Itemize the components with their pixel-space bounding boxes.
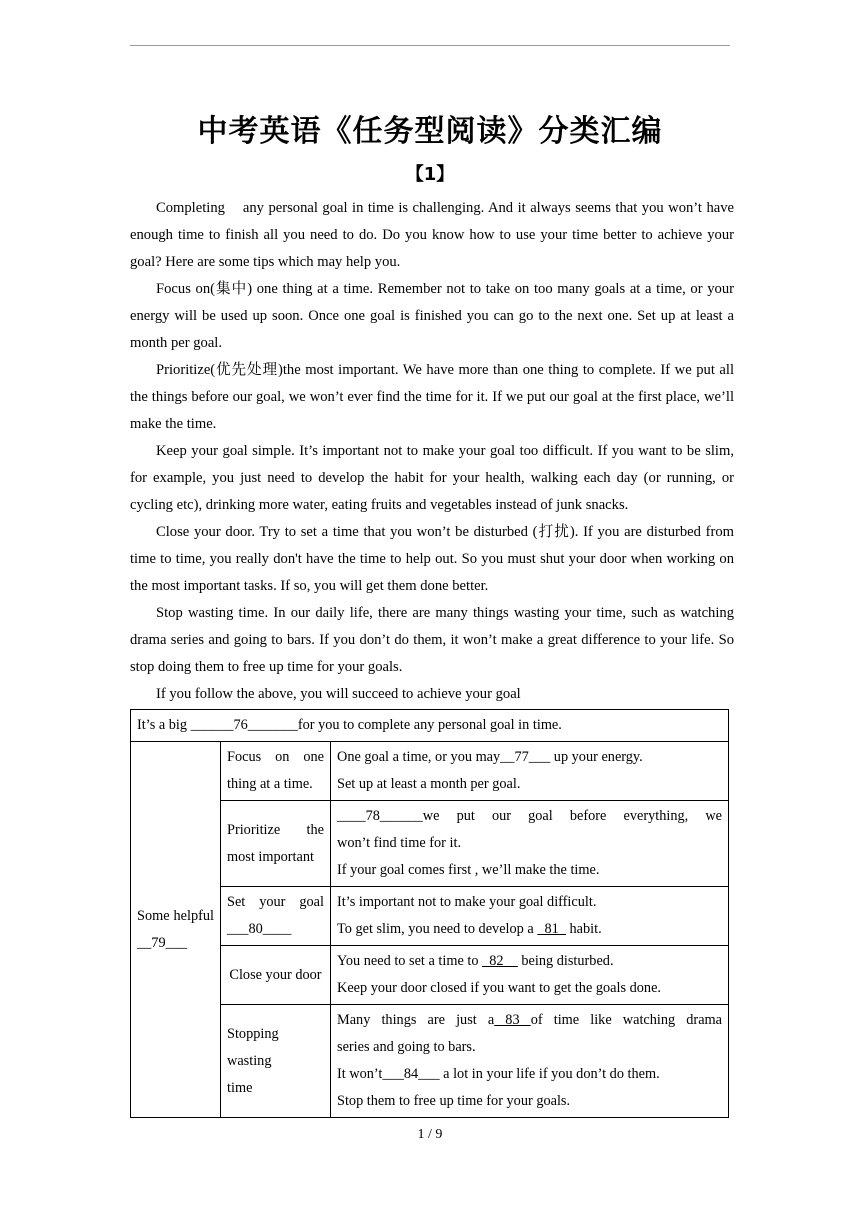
- heading-text: Stopping wasting: [227, 1025, 279, 1069]
- detail-line: [337, 948, 722, 975]
- heading-cell: [221, 1005, 331, 1118]
- table-cell: It’s a big ______76_______for you to complete any personal goal in time.: [131, 710, 729, 742]
- detail-line: If your goal comes first , we’ll make the time.: [337, 862, 600, 878]
- heading-cell: [221, 801, 331, 887]
- heading-text: Close your door: [229, 966, 322, 983]
- detail-line: won’t find time for it.: [337, 835, 462, 851]
- table-row: [131, 946, 729, 1005]
- table-row: [131, 887, 729, 946]
- heading-text: Prioritize the: [227, 821, 324, 838]
- heading-text: thing at a time.: [227, 776, 313, 792]
- detail-cell: [331, 801, 729, 887]
- detail-line: It’s important not to make your goal difficult.: [337, 894, 597, 910]
- detail-text: To get slim, you need to develop a: [337, 921, 538, 937]
- detail-text: being disturbed.: [517, 953, 614, 969]
- header-rule: [130, 45, 730, 46]
- task-table: [130, 709, 729, 1118]
- heading-text: time: [227, 1079, 253, 1096]
- paragraph: Keep your goal simple. It’s important not to make your goal too difficult. If you want to be slim, for example, you just need to develop the habit for your health, walking each day (or running, or cycling etc), drinking more water, eating fruits and vegetables instead of junk snacks.: [130, 443, 734, 513]
- detail-line: It won’t___84___ a lot in your life if you don’t do them.: [337, 1066, 660, 1082]
- left-label-cell: [131, 742, 221, 1118]
- detail-line: [337, 1007, 722, 1034]
- detail-cell: [331, 742, 729, 801]
- answer-blank-82: 82: [482, 953, 518, 969]
- table-row: [131, 710, 729, 742]
- detail-line: ____78______we put our goal before everything, we: [337, 808, 722, 824]
- detail-line: One goal a time, or you may__77___ up your energy.: [337, 749, 643, 765]
- paragraph: Focus on(集中) one thing at a time. Remember not to take on too many goals at a time, or your energy will be used up soon. Once one goal is finished you can go to the next one. Set up at least a month per goal.: [130, 281, 734, 351]
- paragraph: Completing any personal goal in time is challenging. And it always seems that you won’t have enough time to finish all you need to do. Do you know how to use your time better to achieve your goal? Here are some tips which may help you.: [130, 200, 738, 270]
- paragraph: If you follow the above, you will succeed to achieve your goal: [156, 686, 521, 702]
- detail-line: Set up at least a month per goal.: [337, 776, 521, 792]
- heading-cell: [221, 887, 331, 946]
- left-label: Some helpful: [137, 907, 214, 924]
- detail-text: habit.: [565, 921, 602, 937]
- detail-line: series and going to bars.: [337, 1039, 476, 1055]
- detail-cell: [331, 1005, 729, 1118]
- detail-cell: [331, 887, 729, 946]
- paragraph: Close your door. Try to set a time that you won’t be disturbed (打扰). If you are disturbed from time to time, you really don't have the time to help out. So you must shut your door when working on the most important tasks. If so, you will get them done better.: [130, 524, 734, 594]
- answer-blank-81: 81: [537, 921, 566, 937]
- table-row: [131, 1005, 729, 1118]
- detail-text: Many things are just a: [337, 1012, 495, 1028]
- detail-line: Stop them to free up time for your goals.: [337, 1093, 571, 1109]
- heading-text: most important: [227, 848, 314, 865]
- heading-cell: [221, 742, 331, 801]
- heading-text: Set your goal: [227, 894, 324, 910]
- detail-text: of time like watching drama: [530, 1012, 723, 1028]
- detail-cell: [331, 946, 729, 1005]
- answer-blank-83: 83: [494, 1012, 531, 1028]
- paragraph: Prioritize(优先处理)the most important. We have more than one thing to complete. If we put all the things before our goal, we won’t ever find the time for it. If we put our goal at the first place, we’ll make the time.: [130, 362, 734, 432]
- page-number: 1 / 9: [417, 1127, 443, 1142]
- left-label-blank: __79___: [137, 934, 188, 951]
- passage: [130, 195, 738, 708]
- detail-line: Keep your door closed if you want to get the goals done.: [337, 980, 661, 996]
- detail-line: [337, 916, 722, 943]
- detail-text: You need to set a time to: [337, 953, 483, 969]
- heading-text: Focus on one: [227, 749, 324, 765]
- table-row: [131, 742, 729, 801]
- table-row: [131, 801, 729, 887]
- heading-cell: [221, 946, 331, 1005]
- heading-text: ___80____: [227, 921, 292, 937]
- page-title: 中考英语《任务型阅读》分类汇编: [197, 114, 663, 149]
- paragraph: Stop wasting time. In our daily life, there are many things wasting your time, such as watching drama series and going to bars. If you don’t do them, it won’t make a great difference to your life. So stop doing them to free up time for your goals.: [130, 605, 734, 675]
- section-number: 【1】: [405, 164, 455, 185]
